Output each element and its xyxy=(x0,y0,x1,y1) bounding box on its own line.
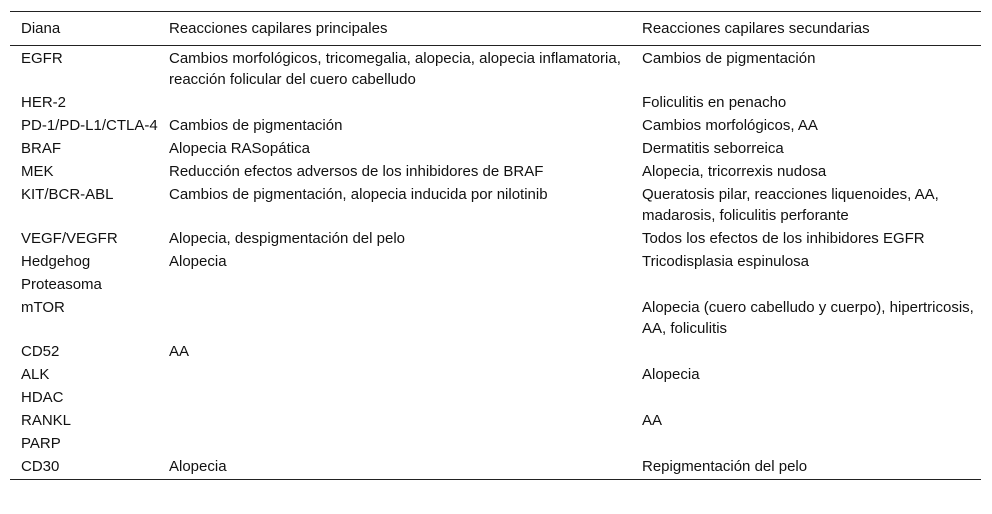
header-target: Diana xyxy=(21,19,61,37)
cell-target: HDAC xyxy=(21,389,64,406)
cell-target: ALK xyxy=(21,366,50,383)
cell-secondary: AA xyxy=(642,412,663,429)
table-header xyxy=(10,12,981,46)
cell-secondary: Foliculitis en penacho xyxy=(642,94,787,111)
cell-primary: Alopecia xyxy=(169,253,227,270)
table-row xyxy=(10,386,981,409)
table-row xyxy=(10,91,981,114)
cell-secondary xyxy=(631,340,981,363)
table-row xyxy=(10,455,981,480)
cell-target: RANKL xyxy=(21,412,72,429)
cell-primary: Alopecia xyxy=(169,458,227,475)
cell-secondary: Dermatitis seborreica xyxy=(642,140,784,157)
cell-secondary: Alopecia xyxy=(642,366,700,383)
cell-target: CD52 xyxy=(21,343,60,360)
cell-secondary: Todos los efectos de los inhibidores EGFR xyxy=(642,230,925,247)
table-row xyxy=(10,340,981,363)
cell-target: CD30 xyxy=(21,458,60,475)
cell-primary: Alopecia RASopática xyxy=(169,140,310,157)
cell-secondary: Tricodisplasia espinulosa xyxy=(642,253,810,270)
cell-primary: AA xyxy=(169,343,190,360)
cell-secondary xyxy=(631,386,981,409)
cell-primary: Cambios morfológicos, tricomegalia, alopecia, alopecia inflamatoria, reacción folicular del cuero cabelludo xyxy=(169,50,621,88)
cell-target: PARP xyxy=(21,435,61,452)
table-row xyxy=(10,296,981,340)
cell-primary xyxy=(158,386,631,409)
cell-primary: Reducción efectos adversos de los inhibidores de BRAF xyxy=(169,163,544,180)
cell-secondary: Alopecia, tricorrexis nudosa xyxy=(642,163,827,180)
table-row xyxy=(10,114,981,137)
header-row xyxy=(10,12,981,46)
table-row xyxy=(10,363,981,386)
table-row xyxy=(10,273,981,296)
cell-secondary xyxy=(631,432,981,455)
cell-target: MEK xyxy=(21,163,54,180)
cell-target: KIT/BCR-ABL xyxy=(21,186,114,203)
cell-secondary: Queratosis pilar, reacciones liquenoides, AA, madarosis, foliculitis perforante xyxy=(642,186,939,224)
cell-secondary xyxy=(631,273,981,296)
cell-primary xyxy=(158,409,631,432)
table-row xyxy=(10,250,981,273)
cell-primary xyxy=(158,363,631,386)
cell-primary xyxy=(158,432,631,455)
header-secondary-reactions: Reacciones capilares secundarias xyxy=(642,19,870,37)
table-row xyxy=(10,409,981,432)
cell-target: Proteasoma xyxy=(21,276,102,293)
table-row xyxy=(10,46,981,92)
table-row xyxy=(10,160,981,183)
table-row xyxy=(10,183,981,227)
cell-target: HER-2 xyxy=(21,94,67,111)
cell-primary xyxy=(158,296,631,340)
cell-secondary: Alopecia (cuero cabelludo y cuerpo), hipertricosis, AA, foliculitis xyxy=(642,299,974,337)
cell-target: EGFR xyxy=(21,50,63,67)
cell-target: Hedgehog xyxy=(21,253,91,270)
cell-target: PD-1/PD-L1/CTLA-4 xyxy=(21,117,158,134)
hair-reactions-table-container xyxy=(10,11,981,480)
cell-primary: Cambios de pigmentación, alopecia inducida por nilotinib xyxy=(169,186,548,203)
header-primary-reactions: Reacciones capilares principales xyxy=(169,19,388,37)
cell-primary: Alopecia, despigmentación del pelo xyxy=(169,230,405,247)
cell-secondary: Cambios de pigmentación xyxy=(642,50,816,67)
cell-secondary: Cambios morfológicos, AA xyxy=(642,117,818,134)
table-row xyxy=(10,137,981,160)
table-body xyxy=(10,46,981,480)
hair-reactions-table xyxy=(10,11,981,480)
cell-primary: Cambios de pigmentación xyxy=(169,117,343,134)
cell-target: VEGF/VEGFR xyxy=(21,230,118,247)
cell-target: mTOR xyxy=(21,299,65,316)
table-row xyxy=(10,227,981,250)
cell-target: BRAF xyxy=(21,140,62,157)
cell-secondary: Repigmentación del pelo xyxy=(642,458,808,475)
cell-primary xyxy=(158,91,631,114)
cell-primary xyxy=(158,273,631,296)
table-row xyxy=(10,432,981,455)
